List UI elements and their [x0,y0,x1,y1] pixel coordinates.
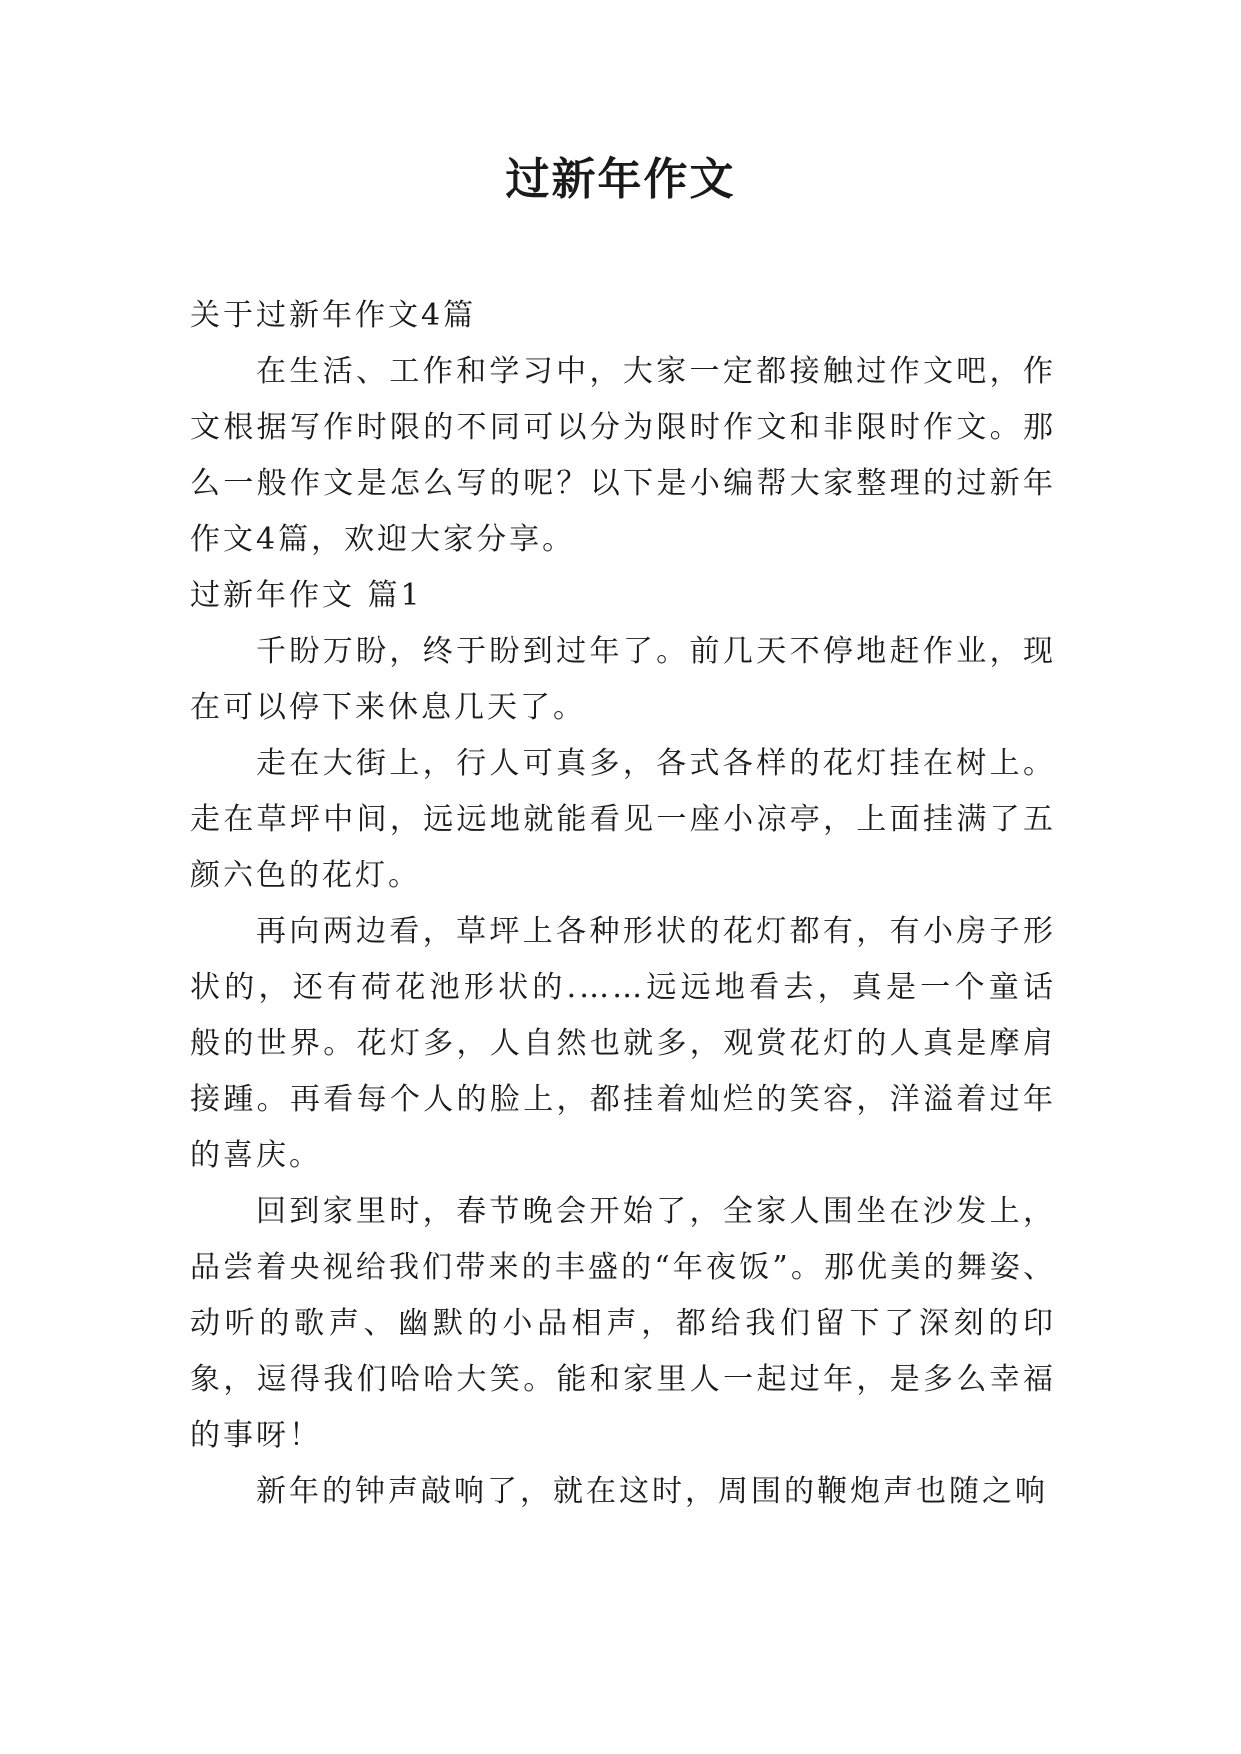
body-paragraph: 千盼万盼，终于盼到过年了。前几天不停地赶作业，现在可以停下来休息几天了。 [190,634,1056,725]
document-subtitle: 关于过新年作文4篇 [190,298,477,333]
section-heading: 过新年作文 篇1 [190,578,423,613]
document-title: 过新年作文 [505,154,736,205]
intro-paragraph: 在生活、工作和学习中，大家一定都接触过作文吧，作文根据写作时限的不同可以分为限时作文和非限时作文。那么一般作文是怎么写的呢？以下是小编帮大家整理的过新年作文4篇，欢迎大家分享。 [190,354,1056,557]
document-body [190,288,1056,1520]
body-paragraph: 走在大街上，行人可真多，各式各样的花灯挂在树上。走在草坪中间，远远地就能看见一座小凉亭，上面挂满了五颜六色的花灯。 [190,746,1056,893]
body-paragraph: 新年的钟声敲响了，就在这时，周围的鞭炮声也随之响 [256,1474,1048,1509]
body-paragraph: 回到家里时，春节晚会开始了，全家人围坐在沙发上，品尝着央视给我们带来的丰盛的“年夜饭”。那优美的舞姿、动听的歌声、幽默的小品相声，都给我们留下了深刻的印象，逗得我们哈哈大笑。能和家里人一起过年，是多么幸福的事呀！ [190,1194,1056,1453]
body-paragraph: 再向两边看，草坪上各种形状的花灯都有，有小房子形状的，还有荷花池形状的.……远远地看去，真是一个童话般的世界。花灯多，人自然也就多，观赏花灯的人真是摩肩接踵。再看每个人的脸上，都挂着灿烂的笑容，洋溢着过年的喜庆。 [190,914,1056,1173]
